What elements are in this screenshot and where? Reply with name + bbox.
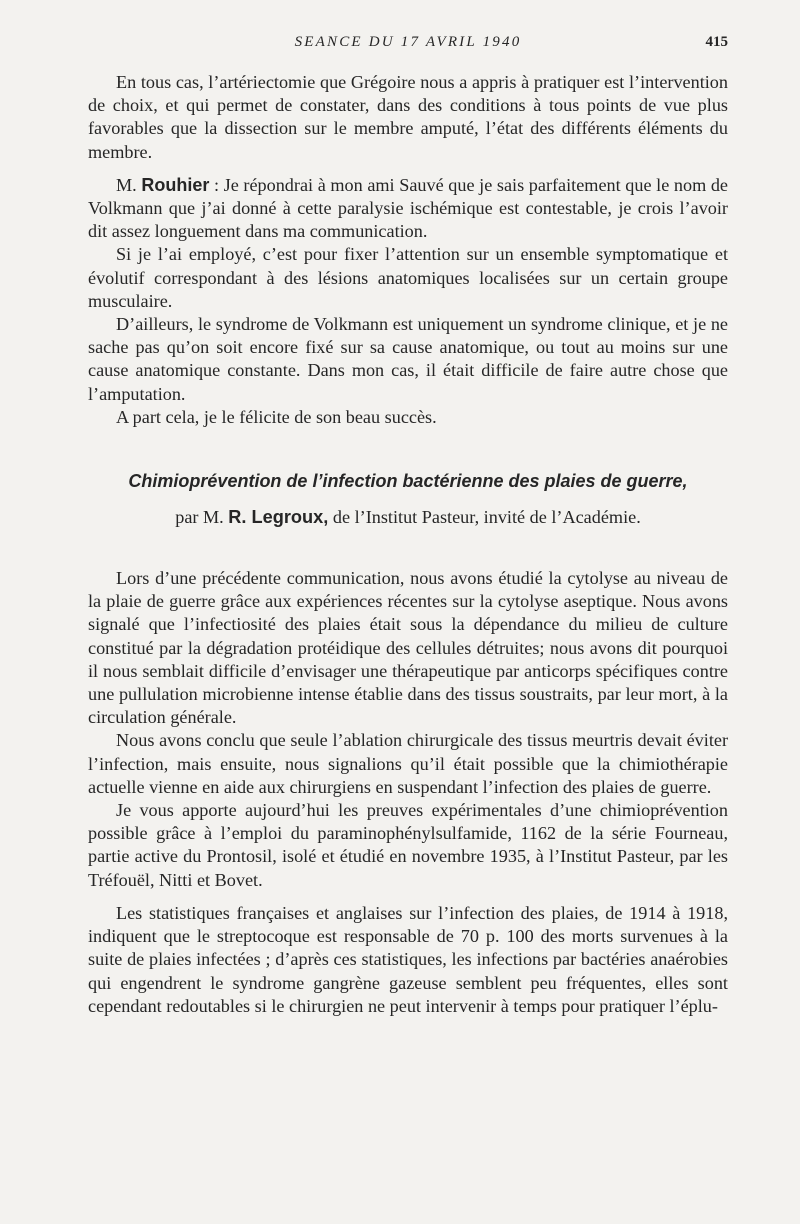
paragraph-felicite: A part cela, je le félicite de son beau succès. (116, 406, 437, 427)
paragraph-dailleurs: D’ailleurs, le syndrome de Volkmann est uniquement un syndrome clinique, et je ne sache pas qu’on soit encore fixé sur sa cause anatomique, ou tout au moins sur une cause anatomique constante. Dans mon cas, il était difficile de faire autre chose que l’amputation. (88, 314, 728, 404)
paragraph-statistiques: Les statistiques françaises et anglaises sur l’infection des plaies, de 1914 à 1918, indiquent que le streptocoque est responsable de 70 p. 100 des morts survenues à la suite de plaies infectées ; d’après ces statistiques, les infections par bactéries anaérobies qui engendrent le syndrome gangrène gazeuse semblent peu fréquentes, elles sont cependant redoutables si le chirurgien ne peut intervenir à temps pour pratiquer l’éplu- (88, 902, 728, 1016)
speaker-title: M. (116, 174, 142, 195)
running-title: SEANCE DU 17 AVRIL 1940 (294, 34, 522, 50)
paragraph-employe: Si je l’ai employé, c’est pour fixer l’attention sur un ensemble symptomatique et évolutif correspondant à des lésions anatomiques localisées sur un certain groupe musculaire. (88, 244, 728, 311)
page-header (88, 34, 728, 56)
byline-prefix: par M. (175, 507, 229, 528)
body-text (88, 71, 728, 1018)
article-byline (88, 505, 728, 529)
reply-text: : Je répondrai à mon ami Sauvé que je sais parfaitement que le nom de Volkmann que j’ai donné à cette paralysie ischémique est contestable, je crois l’avoir dit assez longuement dans ma communication. (88, 174, 729, 242)
paragraph-arteriectomie: En tous cas, l’artériectomie que Grégoire nous a appris à pratiquer est l’intervention de choix, et qui permet de constater, dans des conditions à tous points de vue plus favorables que la dissection sur le membre amputé, l’état des différents éléments du membre. (88, 72, 728, 162)
byline-suffix: de l’Institut Pasteur, invité de l’Académie. (328, 507, 641, 528)
article-title: Chimioprévention de l’infection bactérienne des plaies de guerre, (128, 471, 688, 492)
paragraph-rouhier-reply (88, 174, 728, 244)
page-number: 415 (705, 34, 728, 50)
paragraph-preuves: Je vous apporte aujourd’hui les preuves expérimentales d’une chimioprévention possible grâce à l’emploi du paraminophénylsulfamide, 1162 de la série Fourneau, partie active du Prontosil, isolé et étudié en novembre 1935, à l’Institut Pasteur, par les Tréfouël, Nitti et Bovet. (88, 800, 728, 890)
speaker-name: Rouhier (141, 174, 210, 195)
paragraph-cytolyse: Lors d’une précédente communication, nous avons étudié la cytolyse au niveau de la plaie de guerre grâce aux expériences récentes sur la cytolyse aseptique. Nous avons signalé que l’infectiosité des plaies était sous la dépendance du milieu de culture constitué par la dégradation protéidique des cellules détruites; nous avons dit pourquoi il nous semblait difficile d’envisager une thérapeutique par anticorps spécifiques contre une pullulation microbienne intense établie dans des tissus soustraits, par leur mort, à la circulation générale. (88, 568, 728, 728)
byline-author: R. Legroux, (228, 507, 329, 528)
paragraph-conclu: Nous avons conclu que seule l’ablation chirurgicale des tissus meurtris devait éviter l’infection, mais ensuite, nous signalions qu’il était possible que la chimiothérapie actuelle vienne en aide aux chirurgiens en suspendant l’infection des plaies de guerre. (88, 730, 728, 797)
